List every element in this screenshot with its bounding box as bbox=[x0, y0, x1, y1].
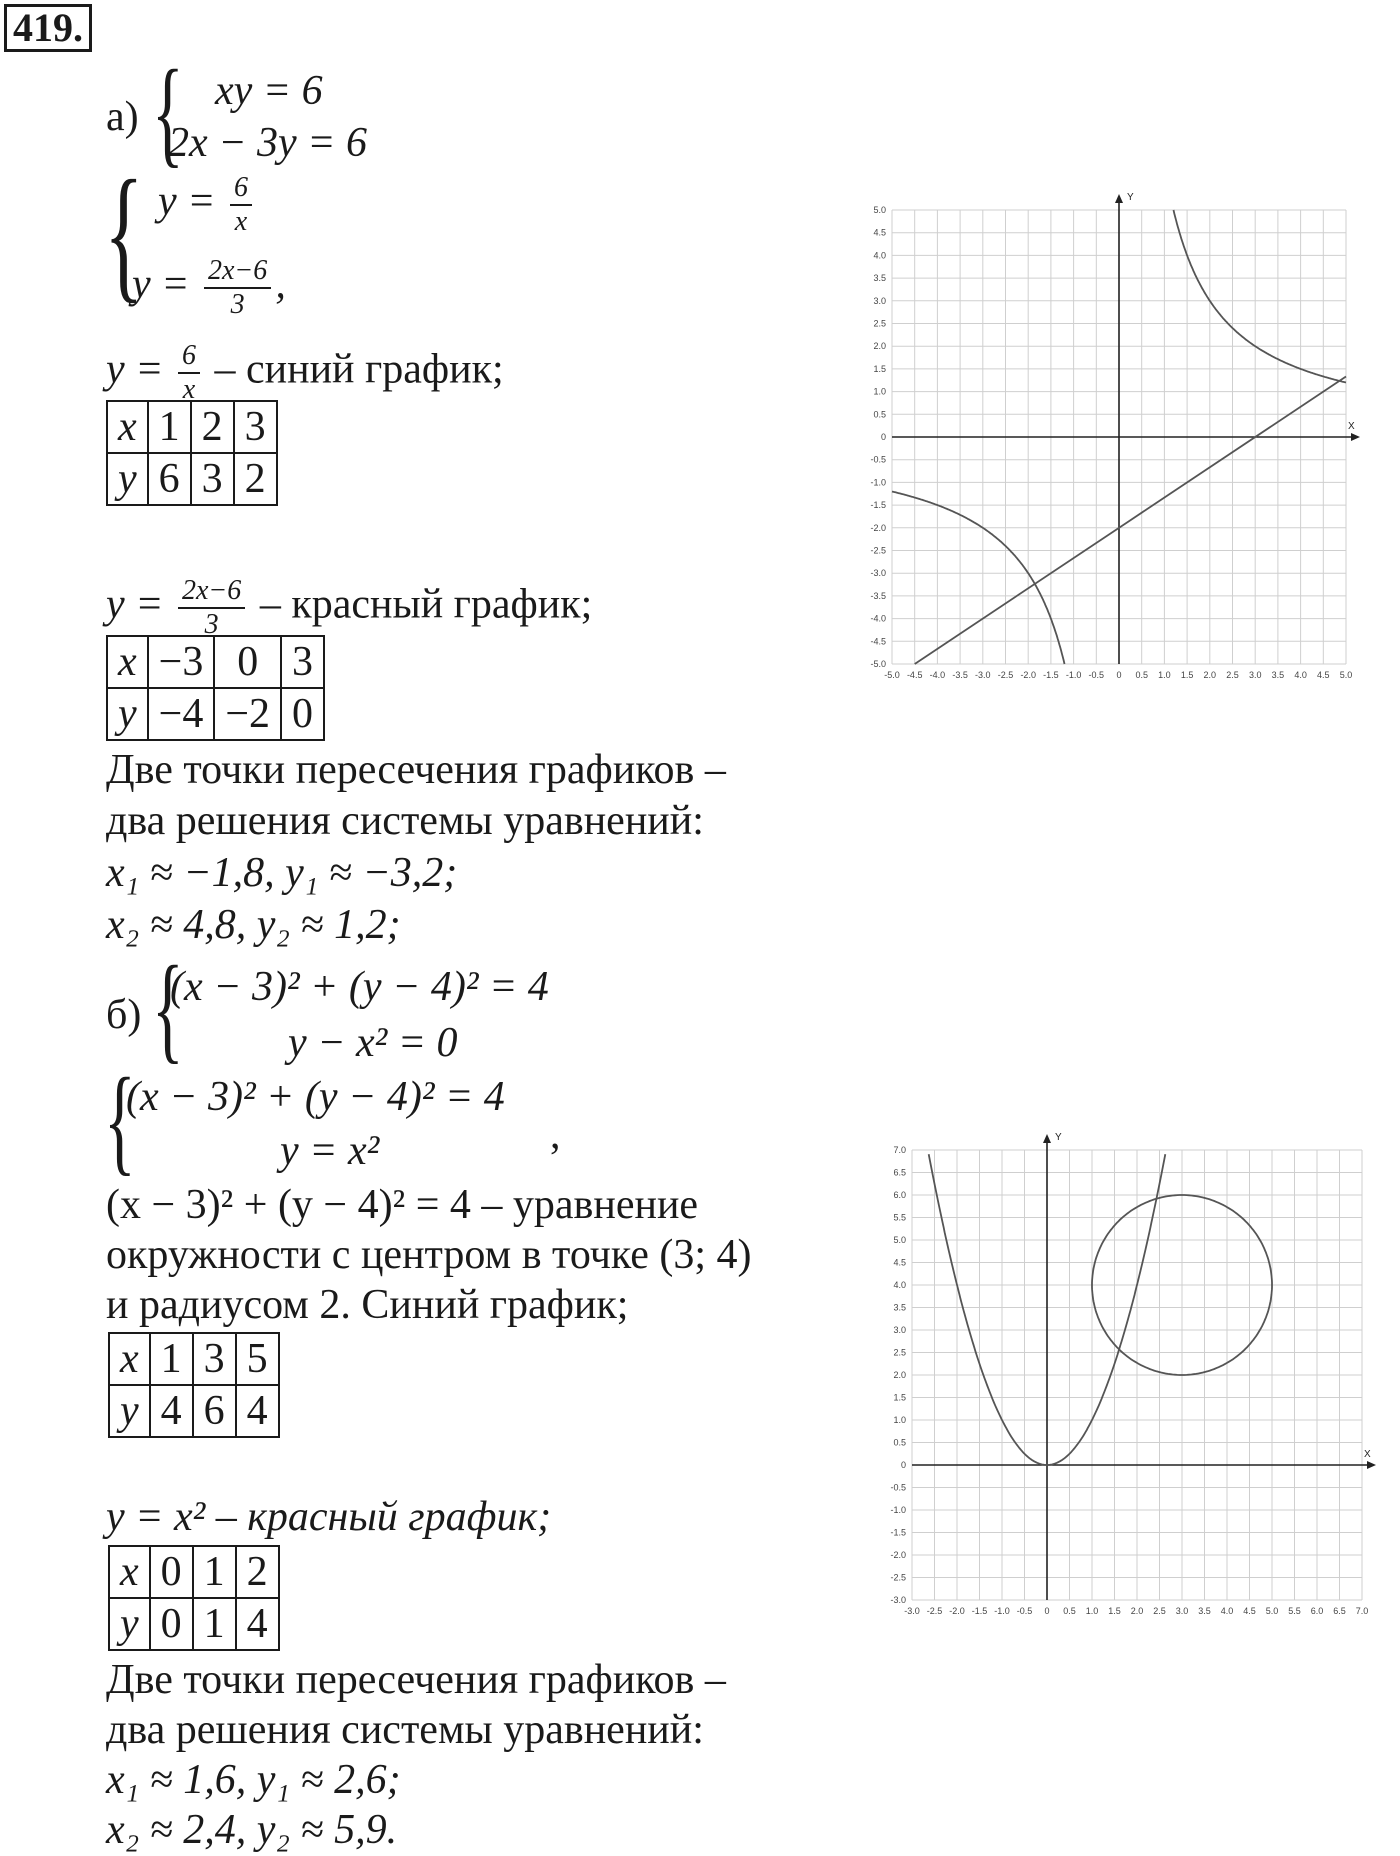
x-tick-label: 7.0 bbox=[1355, 1606, 1369, 1616]
part-a-rewritten-brace: { bbox=[104, 150, 144, 316]
y-axis-label: Y bbox=[1127, 192, 1134, 203]
part-b-description-1: (x − 3)² + (y − 4)² = 4 – уравнение bbox=[106, 1182, 699, 1228]
x-tick-label: -2.0 bbox=[949, 1606, 965, 1616]
part-b-system-eq2: y − x² = 0 bbox=[288, 1020, 458, 1066]
y-tick-label: -2.5 bbox=[890, 1572, 906, 1583]
y-axis-arrow bbox=[1043, 1134, 1051, 1143]
y-tick-label: 5.0 bbox=[873, 205, 886, 215]
x-tick-label: 3.5 bbox=[1198, 1606, 1211, 1616]
x-tick-label: 1.0 bbox=[1085, 1606, 1099, 1616]
part-b-label: б) bbox=[106, 992, 142, 1038]
y-tick-label: 2.5 bbox=[893, 1347, 906, 1358]
part-b-rewritten-eq2: y = x² bbox=[280, 1128, 380, 1174]
x-tick-label: 2.5 bbox=[1226, 670, 1239, 680]
y-tick-label: -4.5 bbox=[870, 636, 886, 647]
x-tick-label: 5.5 bbox=[1288, 1606, 1301, 1616]
x-tick-label: -5.0 bbox=[884, 670, 900, 680]
part-b-rewritten-comma: , bbox=[550, 1112, 561, 1158]
y-tick-label: 4.5 bbox=[873, 227, 886, 238]
y-axis-arrow bbox=[1115, 194, 1123, 203]
x-tick-label: -0.5 bbox=[1016, 1606, 1033, 1616]
y-tick-label: -1.5 bbox=[890, 1527, 906, 1538]
part-a-rewritten-eq1: y = $\frac{6}{x}$ bbox=[158, 172, 256, 238]
x-tick-label: 2.0 bbox=[1130, 1606, 1144, 1616]
part-b-rewritten-eq1: (x − 3)² + (y − 4)² = 4 bbox=[126, 1074, 505, 1120]
problem-number: 419. bbox=[13, 5, 83, 50]
x-tick-label: -4.5 bbox=[906, 670, 923, 680]
x-axis-label: X bbox=[1364, 1449, 1371, 1460]
y-tick-label: 0.5 bbox=[873, 409, 886, 420]
x-tick-label: -2.0 bbox=[1020, 670, 1036, 680]
part-b-red-table: x 0 1 2 y 0 1 4 bbox=[108, 1545, 280, 1651]
y-tick-label: -0.5 bbox=[890, 1482, 906, 1493]
part-b-description-2: окружности с центром в точке (3; 4) bbox=[106, 1232, 752, 1278]
part-a-system-eq2: 2x − 3y = 6 bbox=[168, 120, 367, 166]
y-tick-label: 1.5 bbox=[893, 1392, 906, 1403]
x-tick-label: -3.0 bbox=[975, 670, 991, 680]
x-tick-label: 0 bbox=[1044, 1606, 1050, 1616]
y-tick-label: -3.0 bbox=[870, 568, 886, 579]
y-tick-label: 3.5 bbox=[893, 1302, 906, 1313]
x-tick-label: -1.0 bbox=[994, 1606, 1010, 1616]
part-a-solution-1: x₁ ≈ −1,8, y₁ ≈ −3,2; bbox=[106, 850, 458, 896]
x-tick-label: 2.5 bbox=[1153, 1606, 1166, 1616]
x-tick-label: -1.0 bbox=[1065, 670, 1082, 680]
part-a-label: а) bbox=[106, 94, 139, 140]
x-tick-label: -1.5 bbox=[971, 1606, 988, 1616]
part-a-rewritten-eq2: y = $\frac{2x-6}{3}$ , bbox=[132, 255, 286, 320]
part-a-red-table: x −3 0 3 y −4 −2 0 bbox=[106, 635, 325, 741]
part-b-conclusion-2: два решения системы уравнений: bbox=[106, 1707, 704, 1753]
x-tick-label: 0.5 bbox=[1135, 670, 1148, 680]
y-tick-label: 1.5 bbox=[873, 363, 886, 374]
x-tick-label: 0.5 bbox=[1063, 1606, 1076, 1616]
part-a-red-label: y = $\frac{2x-6}{3}$ – красный график; bbox=[106, 575, 593, 640]
part-b-description-3: и радиусом 2. Синий график; bbox=[106, 1282, 629, 1328]
x-axis-arrow bbox=[1351, 433, 1360, 441]
part-b-rewritten-brace: { bbox=[104, 1053, 136, 1186]
part-b-red-label: y = x² – красный график; bbox=[106, 1494, 552, 1540]
x-tick-label: 0 bbox=[1116, 670, 1122, 680]
y-tick-label: 5.5 bbox=[893, 1212, 906, 1223]
x-tick-label: 4.5 bbox=[1317, 670, 1330, 680]
y-tick-label: 3.0 bbox=[893, 1325, 906, 1335]
y-tick-label: -3.5 bbox=[870, 590, 886, 601]
part-a-blue-table: x 1 2 3 y 6 3 2 bbox=[106, 400, 278, 506]
y-tick-label: -5.0 bbox=[870, 659, 886, 669]
part-b-conclusion-1: Две точки пересечения графиков – bbox=[106, 1657, 726, 1703]
y-tick-label: -0.5 bbox=[870, 454, 886, 465]
graph-b bbox=[800, 1100, 1400, 1700]
part-a-blue-label: y = $\frac{6}{x}$ – синий график; bbox=[106, 340, 504, 405]
line-series bbox=[915, 377, 1346, 665]
part-a-solution-2: x₂ ≈ 4,8, y₂ ≈ 1,2; bbox=[106, 902, 401, 948]
y-tick-label: 6.0 bbox=[893, 1190, 906, 1200]
part-a-system-brace: { bbox=[152, 45, 184, 178]
x-tick-label: 3.0 bbox=[1248, 670, 1262, 680]
y-tick-label: 0 bbox=[880, 432, 886, 442]
x-tick-label: -3.5 bbox=[952, 670, 968, 680]
y-tick-label: 0.5 bbox=[893, 1437, 906, 1448]
x-tick-label: 4.0 bbox=[1220, 1606, 1234, 1616]
y-tick-label: 5.0 bbox=[893, 1235, 906, 1245]
y-tick-label: 3.5 bbox=[873, 273, 886, 284]
y-tick-label: 2.0 bbox=[893, 1370, 906, 1380]
x-tick-label: 1.0 bbox=[1158, 670, 1171, 680]
y-tick-label: 2.0 bbox=[873, 341, 886, 352]
x-tick-label: 1.5 bbox=[1180, 670, 1194, 680]
part-b-solution-2: x₂ ≈ 2,4, y₂ ≈ 5,9. bbox=[106, 1807, 398, 1853]
part-b-system-brace: { bbox=[152, 941, 184, 1074]
part-a-system-eq1: xy = 6 bbox=[215, 68, 323, 114]
problem-number-box bbox=[4, 4, 92, 52]
y-tick-label: 6.5 bbox=[893, 1167, 906, 1178]
y-tick-label: -1.0 bbox=[890, 1505, 906, 1515]
part-a-conclusion-1: Две точки пересечения графиков – bbox=[106, 747, 726, 793]
x-tick-label: 3.5 bbox=[1271, 670, 1285, 680]
y-tick-label: -2.5 bbox=[870, 545, 886, 556]
part-b-blue-table: x 1 3 5 y 4 6 4 bbox=[108, 1332, 280, 1438]
y-axis-label: Y bbox=[1055, 1132, 1062, 1143]
y-tick-label: -3.0 bbox=[890, 1595, 906, 1605]
x-tick-label: 3.0 bbox=[1175, 1606, 1189, 1616]
y-tick-label: 1.0 bbox=[873, 386, 886, 397]
x-tick-label: 4.5 bbox=[1243, 1606, 1256, 1616]
x-tick-label: -2.5 bbox=[997, 670, 1014, 680]
y-tick-label: 4.0 bbox=[893, 1280, 906, 1290]
x-tick-label: 6.5 bbox=[1333, 1606, 1346, 1616]
part-b-solution-1: x₁ ≈ 1,6, y₁ ≈ 2,6; bbox=[106, 1757, 401, 1803]
y-tick-label: 4.0 bbox=[873, 250, 886, 261]
y-tick-label: 2.5 bbox=[873, 318, 886, 329]
x-tick-label: -1.5 bbox=[1043, 670, 1059, 680]
y-tick-label: 4.5 bbox=[893, 1257, 906, 1268]
x-tick-label: 6.0 bbox=[1310, 1606, 1324, 1616]
x-tick-label: 4.0 bbox=[1294, 670, 1307, 680]
x-tick-label: 1.5 bbox=[1108, 1606, 1121, 1616]
x-axis-label: X bbox=[1348, 421, 1355, 432]
x-tick-label: -0.5 bbox=[1088, 670, 1105, 680]
y-tick-label: -1.5 bbox=[870, 500, 886, 511]
part-b-system-eq1: (x − 3)² + (y − 4)² = 4 bbox=[170, 964, 549, 1010]
y-tick-label: 1.0 bbox=[893, 1415, 906, 1425]
graph-a bbox=[800, 190, 1400, 780]
y-tick-label: -4.0 bbox=[870, 613, 886, 624]
y-tick-label: -2.0 bbox=[870, 522, 886, 533]
x-tick-label: -2.5 bbox=[926, 1606, 943, 1616]
y-tick-label: 3.0 bbox=[873, 295, 886, 306]
x-tick-label: 2.0 bbox=[1203, 670, 1217, 680]
y-tick-label: -1.0 bbox=[870, 477, 886, 488]
x-tick-label: 5.0 bbox=[1265, 1606, 1279, 1616]
x-tick-label: -3.0 bbox=[904, 1606, 920, 1616]
x-tick-label: -4.0 bbox=[929, 670, 946, 680]
x-axis-arrow bbox=[1367, 1461, 1376, 1469]
part-a-conclusion-2: два решения системы уравнений: bbox=[106, 798, 704, 844]
y-tick-label: -2.0 bbox=[890, 1550, 906, 1560]
x-tick-label: 5.0 bbox=[1339, 670, 1353, 680]
y-tick-label: 7.0 bbox=[893, 1145, 906, 1155]
y-tick-label: 0 bbox=[900, 1460, 906, 1470]
